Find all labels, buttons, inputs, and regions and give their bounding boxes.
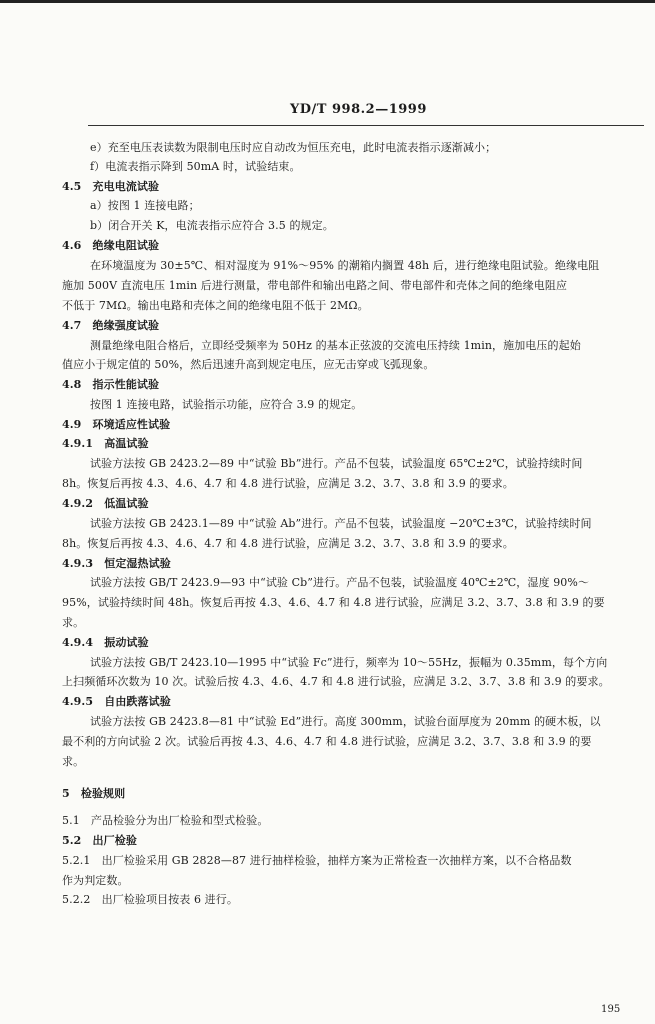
text-line: 求。 [62, 755, 85, 768]
header-rule [88, 125, 644, 126]
text-line: 测量绝缘电阻合格后，立即经受频率为 50Hz 的基本正弦波的交流电压持续 1min，施加电压的起始 [90, 339, 581, 352]
section-heading: 4.6 绝缘电阻试验 [62, 239, 160, 252]
section-heading: 4.8 指示性能试验 [62, 378, 160, 391]
text-line: 试验方法按 GB 2423.1—89 中“试验 Ab”进行。产品不包装，试验温度 −20℃±3℃，试验持续时间 [90, 517, 592, 530]
text-line: 试验方法按 GB 2423.2—89 中“试验 Bb”进行。产品不包装，试验温度 65℃±2℃，试验持续时间 [90, 457, 583, 470]
text-line: 值应小于规定值的 50%，然后迅速升高到规定电压，应无击穿或飞弧现象。 [62, 358, 435, 371]
text-line: 按图 1 连接电路，试验指示功能，应符合 3.9 的规定。 [90, 398, 363, 411]
top-border [0, 0, 655, 3]
section-heading: 4.9.3 恒定湿热试验 [62, 557, 171, 570]
section-heading: 5.2 出厂检验 [62, 834, 137, 847]
section-heading: 4.7 绝缘强度试验 [62, 319, 160, 332]
text-line: 95%，试验持续时间 48h。恢复后再按 4.3、4.6、4.7 和 4.8 进行试验，应满足 3.2、3.7、3.8 和 3.9 的要 [62, 596, 605, 609]
text-line: 上扫频循环次数为 10 次。试验后按 4.3、4.6、4.7 和 4.8 进行试验，应满足 3.2、3.7、3.8 和 3.9 的要求。 [62, 675, 610, 688]
text-line: 在环境温度为 30±5℃、相对湿度为 91%～95% 的潮箱内搁置 48h 后，进行绝缘电阻试验。绝缘电阻 [90, 259, 600, 272]
text-line: 求。 [62, 616, 85, 629]
text-line: 试验方法按 GB/T 2423.10—1995 中“试验 Fc”进行，频率为 10～55Hz，振幅为 0.35mm，每个方向 [90, 656, 608, 669]
document-code: YD/T 998.2—1999 [290, 102, 427, 117]
section-heading: 4.9.5 自由跌落试验 [62, 695, 171, 708]
text-line: 最不利的方向试验 2 次。试验后再按 4.3、4.6、4.7 和 4.8 进行试验，应满足 3.2、3.7、3.8 和 3.9 的要 [62, 735, 592, 748]
section-heading: 4.9.1 高温试验 [62, 437, 149, 450]
text-line: 8h。恢复后再按 4.3、4.6、4.7 和 4.8 进行试验，应满足 3.2、3.7、3.8 和 3.9 的要求。 [62, 537, 514, 550]
chapter-heading: 5 检验规则 [62, 787, 126, 800]
text-line: 5.2.2 出厂检验项目按表 6 进行。 [62, 893, 238, 906]
text-line: 5.2.1 出厂检验采用 GB 2828—87 进行抽样检验，抽样方案为正常检查一次抽样方案，以不合格品数 [62, 854, 572, 867]
page-number: 195 [601, 1004, 621, 1015]
section-heading: 4.9 环境适应性试验 [62, 418, 171, 431]
text-line: e）充至电压表读数为限制电压时应自动改为恒压充电，此时电流表指示逐渐减小； [90, 141, 497, 154]
section-heading: 4.9.4 振动试验 [62, 636, 149, 649]
text-line: b）闭合开关 K，电流表指示应符合 3.5 的规定。 [90, 219, 334, 232]
text-line: 试验方法按 GB/T 2423.9—93 中“试验 Cb”进行。产品不包装，试验温度 40℃±2℃，湿度 90%～ [90, 576, 590, 589]
text-line: 施加 500V 直流电压 1min 后进行测量，带电部件和输出电路之间、带电部件和壳体之间的绝缘电阻应 [62, 279, 568, 292]
section-heading: 4.5 充电电流试验 [62, 180, 160, 193]
text-line: a）按图 1 连接电路； [90, 199, 200, 212]
text-line: 试验方法按 GB 2423.8—81 中“试验 Ed”进行。高度 300mm，试验台面厚度为 20mm 的硬木板，以 [90, 715, 601, 728]
text-line: f）电流表指示降到 50mA 时，试验结束。 [90, 160, 301, 173]
text-line: 8h。恢复后再按 4.3、4.6、4.7 和 4.8 进行试验，应满足 3.2、3.7、3.8 和 3.9 的要求。 [62, 477, 514, 490]
text-line: 不低于 7MΩ。输出电路和壳体之间的绝缘电阻不低于 2MΩ。 [62, 299, 369, 312]
text-line: 作为判定数。 [62, 874, 129, 887]
text-line: 5.1 产品检验分为出厂检验和型式检验。 [62, 814, 269, 827]
section-heading: 4.9.2 低温试验 [62, 497, 149, 510]
